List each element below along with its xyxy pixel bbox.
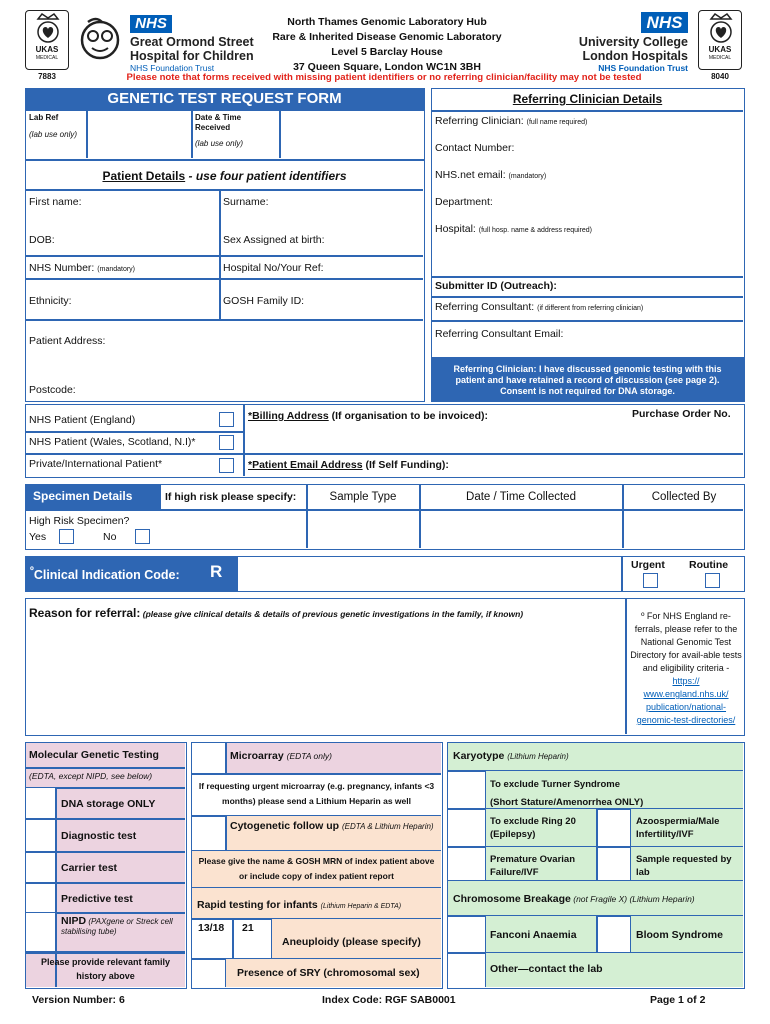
date-received-label: Date & Time Received <box>195 113 242 132</box>
lab-line4: 37 Queen Square, London WC1N 3BH <box>293 61 481 73</box>
ring20-label: To exclude Ring 20 (Epilepsy) <box>490 816 576 840</box>
gosh-child-logo-icon <box>78 14 122 72</box>
turner-checkbox[interactable] <box>448 771 485 808</box>
referring-consultant-label[interactable] <box>435 301 643 314</box>
nipd-checkbox[interactable] <box>26 913 55 951</box>
lab-use-area <box>25 110 425 160</box>
high-risk-yes-label: Yes <box>29 531 47 543</box>
ukas-number-right: 8040 <box>711 72 729 81</box>
surname-label[interactable]: Surname: <box>223 196 269 208</box>
reason-for-referral-section <box>25 598 745 736</box>
cytogenetic-label <box>230 821 435 832</box>
declaration-text: Referring Clinician: I have discussed genomic testing with this patient and have retained a record of discussion (see page 2). Consent is not required for DNA storage. <box>453 364 722 396</box>
referring-clinician-section <box>431 88 745 358</box>
urgent-checkbox[interactable] <box>643 573 658 588</box>
crown-heart-icon <box>26 11 70 45</box>
sample-type-header: Sample Type <box>329 491 397 503</box>
ukas-sub: MEDICAL <box>35 55 59 61</box>
predictive-test-checkbox[interactable] <box>26 883 55 912</box>
other-label: Other—contact the lab <box>490 963 603 975</box>
nhs-england-checkbox[interactable] <box>219 412 234 427</box>
referring-clinician-note: (full name required) <box>526 119 588 126</box>
link-part4: genomic-test-directories/ <box>636 715 736 725</box>
predictive-test-label: Predictive test <box>61 893 133 905</box>
molecular-heading: Molecular Genetic Testing <box>29 749 159 761</box>
referring-clinician-text: Referring Clinician: <box>435 115 524 127</box>
patient-heading-main: Patient Details <box>102 169 186 183</box>
lab-sample-label: Sample requested by lab <box>636 854 732 878</box>
gosh-name-line2: Hospital for Children <box>130 49 254 63</box>
referring-clinician-label[interactable] <box>435 115 587 128</box>
nipd-label <box>61 916 181 937</box>
carrier-test-label: Carrier test <box>61 862 118 874</box>
cytogenetic-note: (EDTA & Lithium Heparin) <box>342 822 434 831</box>
cytogenetic-checkbox[interactable] <box>192 816 225 850</box>
patient-address-label[interactable]: Patient Address: <box>29 335 106 347</box>
test-directory-note <box>629 610 743 727</box>
azoospermia-label: Azoospermia/Male Infertility/IVF <box>636 816 720 840</box>
lab-line3: Level 5 Barclay House <box>331 46 443 58</box>
email-text: NHS.net email: <box>435 169 506 181</box>
ovarian-failure-label: Premature Ovarian Failure/IVF <box>490 854 576 878</box>
form-title-bar <box>25 88 425 110</box>
dob-label[interactable]: DOB: <box>29 234 55 246</box>
carrier-test-checkbox[interactable] <box>26 852 55 882</box>
uclh-name-line1: University College <box>578 35 688 49</box>
form-title: GENETIC TEST REQUEST FORM <box>107 90 342 107</box>
hospital-label[interactable] <box>435 223 592 236</box>
cytogenetic-text: Cytogenetic follow up <box>230 820 340 832</box>
patient-heading-suffix: - use four patient identifiers <box>185 169 347 183</box>
diagnostic-test-label: Diagnostic test <box>61 830 137 842</box>
link-part1: https:// <box>672 676 700 686</box>
sex-at-birth-label[interactable]: Sex Assigned at birth: <box>223 234 325 246</box>
turner-line1: To exclude Turner Syndrome <box>490 779 621 790</box>
gosh-name-line1: Great Ormond Street <box>130 35 254 49</box>
date-collected-header: Date / Time Collected <box>466 491 576 503</box>
high-risk-yes-checkbox[interactable] <box>59 529 74 544</box>
billing-section <box>25 404 745 478</box>
family-history-note: Please provide relevant family history above <box>40 957 171 981</box>
gosh-family-id-label[interactable]: GOSH Family ID: <box>223 295 305 307</box>
rapid-testing-label <box>197 899 401 912</box>
clinical-indication-input[interactable] <box>237 556 622 592</box>
nhs-wales-label: NHS Patient (Wales, Scotland, N.I)* <box>29 436 196 448</box>
sry-label: Presence of SRY (chromosomal sex) <box>237 967 420 979</box>
routine-checkbox[interactable] <box>705 573 720 588</box>
family-history-note-cell <box>26 952 185 987</box>
high-risk-specify-label[interactable]: If high risk please specify: <box>165 491 297 503</box>
karyotype-note: (Lithium Heparin) <box>507 752 569 761</box>
fanconi-checkbox[interactable] <box>448 916 485 952</box>
consultant-text: Referring Consultant: <box>435 301 535 313</box>
specimen-section <box>25 484 745 550</box>
nhs-number-mandatory: (mandatory) <box>97 266 136 273</box>
lab-use-note-2: (lab use only) <box>195 139 244 148</box>
patient-details-section <box>25 160 425 402</box>
high-risk-label: High Risk Specimen? <box>29 515 130 527</box>
ring20-checkbox[interactable] <box>448 809 485 846</box>
lab-ref-label: Lab Ref <box>29 113 59 122</box>
bloom-checkbox[interactable] <box>597 916 630 952</box>
degree-mark: º <box>30 566 34 577</box>
breakage-label <box>453 893 695 906</box>
urgent-label: Urgent <box>631 559 665 571</box>
high-risk-no-label: No <box>103 531 117 543</box>
clinician-heading: Referring Clinician Details <box>512 92 663 106</box>
private-patient-label: Private/International Patient* <box>29 458 163 470</box>
trisomy-21-checkbox[interactable] <box>233 933 271 958</box>
nhs-logo-gosh: NHS <box>130 15 172 33</box>
crown-heart-icon <box>699 11 743 45</box>
other-checkbox[interactable] <box>448 953 485 987</box>
fanconi-label: Fanconi Anaemia <box>490 929 577 941</box>
breakage-note: (not Fragile X) (Lithium Heparin) <box>570 894 695 904</box>
gosh-trust: NHS Foundation Trust <box>130 63 215 73</box>
routine-label: Routine <box>689 559 729 571</box>
consultant-note: (if different from referring clinician) <box>537 305 644 312</box>
nhsnet-email-label[interactable] <box>435 169 546 182</box>
submitter-id-label[interactable]: Submitter ID (Outreach): <box>435 280 557 292</box>
breakage-text: Chromosome Breakage <box>453 893 571 905</box>
microarray-checkbox[interactable] <box>192 743 225 773</box>
ukas-sub: MEDICAL <box>708 55 732 61</box>
urgency-section <box>622 556 745 592</box>
clinician-declaration <box>431 358 745 402</box>
index-code: Index Code: RGF SAB0001 <box>322 994 456 1006</box>
hospital-no-label[interactable]: Hospital No/Your Ref: <box>223 262 324 274</box>
billing-address-text: *Billing Address <box>248 410 329 422</box>
consultant-email-label[interactable]: Referring Consultant Email: <box>435 328 564 340</box>
purchase-order-label[interactable]: Purchase Order No. <box>632 408 731 420</box>
ukas-logo-left <box>25 10 69 70</box>
index-patient-note: Please give the name & GOSH MRN of index patient above or include copy of index patient report <box>198 856 435 881</box>
specimen-heading: Specimen Details <box>33 489 133 503</box>
collected-by-header: Collected By <box>651 491 717 503</box>
karyotype-section <box>447 742 745 989</box>
sry-checkbox[interactable] <box>192 959 225 987</box>
dna-storage-label: DNA storage ONLY <box>61 798 156 810</box>
billing-address-suffix: (If organisation to be invoiced): <box>328 410 488 422</box>
aneuploidy-label: Aneuploidy (please specify) <box>282 936 421 948</box>
lab-address <box>262 15 512 75</box>
diagnostic-test-checkbox[interactable] <box>26 819 55 851</box>
molecular-testing-section <box>25 742 187 989</box>
postcode-label[interactable]: Postcode: <box>29 384 76 396</box>
microarray-label <box>230 750 332 763</box>
missing-identifier-warning: Please note that forms received with missing patient identifiers or no referring clinician/facility may not be tested <box>126 72 642 83</box>
patient-email-suffix: (If Self Funding): <box>362 459 449 471</box>
microarray-section <box>191 742 443 989</box>
turner-line2: (Short Stature/Amenorrhea ONLY) <box>490 797 644 808</box>
nhs-wales-checkbox[interactable] <box>219 435 234 450</box>
nhs-england-label: NHS Patient (England) <box>29 414 136 426</box>
nipd-note: (PAXgene or Streck cell stabilising tube) <box>61 917 173 936</box>
link-part2: www.england.nhs.uk/ <box>643 689 729 699</box>
email-mandatory: (mandatory) <box>508 173 547 180</box>
molecular-edta-note: (EDTA, except NIPD, see below) <box>29 771 153 781</box>
hospital-note: (full hosp. name & address required) <box>478 227 593 234</box>
azoospermia-checkbox[interactable] <box>597 809 630 846</box>
uclh-trust: NHS Foundation Trust <box>598 63 688 73</box>
nipd-text: NIPD <box>61 915 87 927</box>
clinical-indication-label <box>30 566 180 582</box>
link-part3: publication/national- <box>645 702 727 712</box>
lab-line1: North Thames Genomic Laboratory Hub <box>287 16 487 28</box>
contact-number-label[interactable]: Contact Number: <box>435 142 515 154</box>
ukas-word: UKAS <box>35 45 59 54</box>
karyotype-label <box>453 750 569 763</box>
microarray-note: (EDTA only) <box>286 751 332 761</box>
ukas-logo-right <box>698 10 742 70</box>
microarray-text: Microarray <box>230 750 284 762</box>
urgent-microarray-note: If requesting urgent microarray (e.g. pregnancy, infants <3 months) please send a Lithium Heparin as well <box>198 781 435 806</box>
lab-sample-checkbox[interactable] <box>597 847 630 880</box>
patient-details-heading <box>26 169 423 183</box>
turner-label <box>490 776 643 812</box>
rapid-testing-text: Rapid testing for infants <box>197 899 318 911</box>
nhs-logo-uclh: NHS <box>641 12 688 33</box>
clinical-indication-text: Clinical Indication Code: <box>33 568 180 583</box>
uclh-name-line2: London Hospitals <box>582 49 688 63</box>
ukas-word: UKAS <box>708 45 732 54</box>
high-risk-no-checkbox[interactable] <box>135 529 150 544</box>
private-patient-checkbox[interactable] <box>219 458 234 473</box>
reason-note: (please give clinical details & details of previous genetic investigations in the family, if known) <box>140 609 524 619</box>
page-number: Page 1 of 2 <box>650 994 706 1006</box>
specimen-heading-bar <box>26 485 161 509</box>
trisomy-21-label: 21 <box>242 922 254 934</box>
lab-use-note: (lab use only) <box>29 130 78 139</box>
trisomy-13-18-checkbox[interactable] <box>192 933 232 958</box>
hospital-text: Hospital: <box>435 223 476 235</box>
trisomy-13-18-label: 13/18 <box>198 922 225 934</box>
clinical-indication-bar <box>25 556 237 592</box>
lab-line2: Rare & Inherited Disease Genomic Laboratory <box>272 31 502 43</box>
bloom-label: Bloom Syndrome <box>636 929 723 941</box>
first-name-label[interactable]: First name: <box>29 196 82 208</box>
test-directory-link[interactable] <box>637 676 736 725</box>
rapid-testing-note: (Lithium Heparin & EDTA) <box>320 903 402 910</box>
test-directory-text: º For NHS England re-ferrals, please refer to the National Genomic Test Directory for avail-able tests and eligibility criteria - <box>630 611 742 673</box>
ethnicity-label[interactable]: Ethnicity: <box>29 295 72 307</box>
version-number: Version Number: 6 <box>32 994 125 1006</box>
nhs-number-text: NHS Number: <box>29 262 95 274</box>
karyotype-text: Karyotype <box>453 750 505 762</box>
patient-email-text: *Patient Email Address <box>248 459 363 471</box>
reason-text: Reason for referral: <box>29 606 141 620</box>
ukas-number-left: 7883 <box>38 72 56 81</box>
reason-label[interactable] <box>29 606 629 621</box>
nhs-number-label[interactable] <box>29 262 135 275</box>
dna-storage-checkbox[interactable] <box>26 788 55 818</box>
billing-address-label[interactable] <box>248 410 488 423</box>
r-code-prefix: R <box>210 562 223 581</box>
patient-email-label[interactable] <box>248 459 449 472</box>
department-label[interactable]: Department: <box>435 196 493 208</box>
